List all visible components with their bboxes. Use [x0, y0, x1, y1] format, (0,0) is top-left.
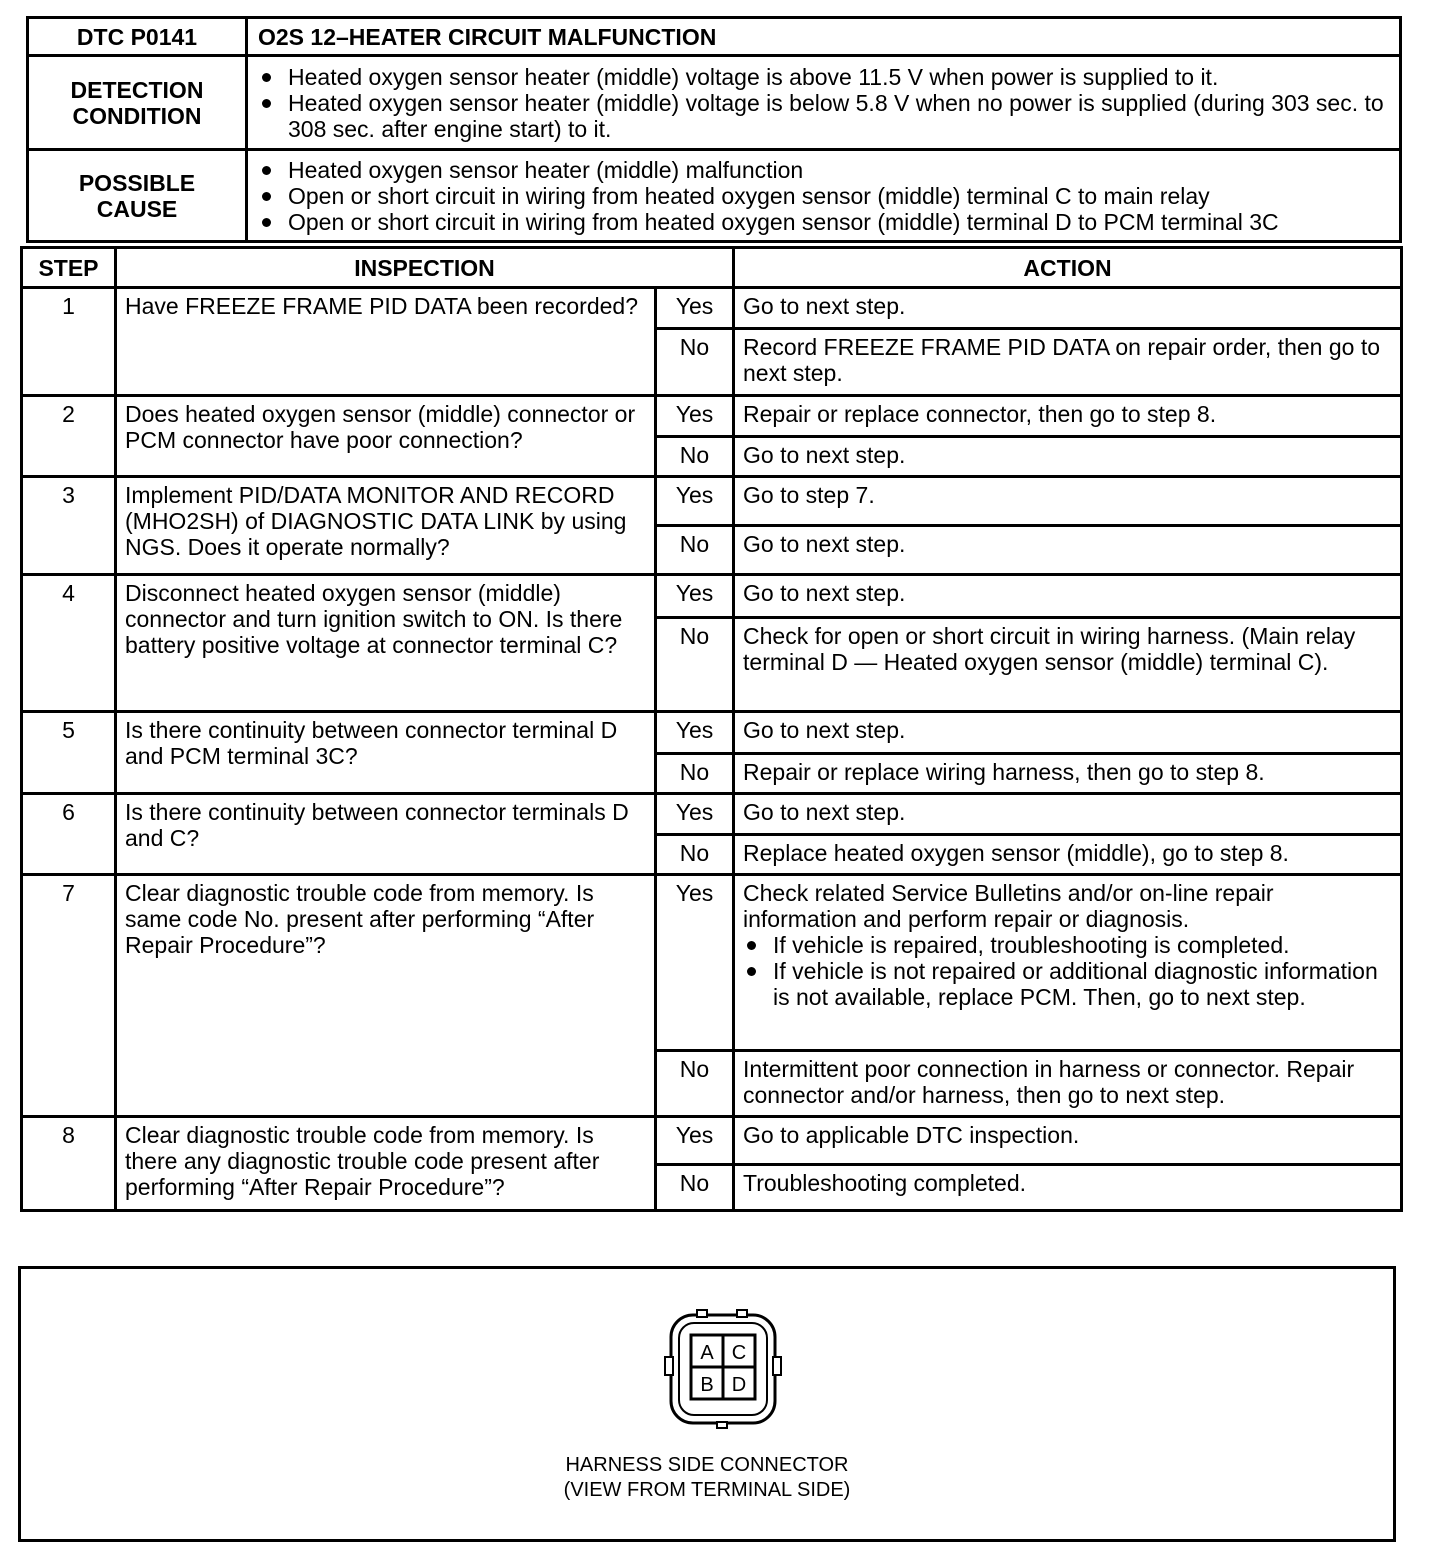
yes-label: Yes: [656, 712, 734, 754]
yes-action: Go to applicable DTC inspection.: [734, 1117, 1402, 1165]
no-action: Intermittent poor connection in harness or connector. Repair connector and/or harness, then go to next step.: [734, 1051, 1402, 1117]
step-inspection: Clear diagnostic trouble code from memory. Is same code No. present after performing “After Repair Procedure”?: [116, 875, 656, 1117]
yes-label: Yes: [656, 396, 734, 437]
dtc-title: O2S 12–HEATER CIRCUIT MALFUNCTION: [247, 18, 1401, 56]
connector-diagram: [661, 1307, 801, 1432]
cause-label-line-2: CAUSE: [96, 195, 178, 222]
no-label: No: [656, 618, 734, 712]
yes-action-bullet: If vehicle is not repaired or additional diagnostic information is not available, replace PCM. Then, go to next step.: [743, 958, 1392, 1010]
connector-latch: [717, 1422, 727, 1428]
step-inspection: Have FREEZE FRAME PID DATA been recorded?: [116, 288, 656, 396]
no-label: No: [656, 329, 734, 396]
no-action: Check for open or short circuit in wiring harness. (Main relay terminal D — Heated oxygen sensor (middle) terminal C).: [734, 618, 1402, 712]
terminal-label: B: [700, 1374, 714, 1396]
step-number: 6: [22, 794, 116, 875]
connector-caption-line-1: HARNESS SIDE CONNECTOR: [565, 1454, 849, 1476]
detection-condition-label: [28, 56, 247, 150]
no-label: No: [656, 1051, 734, 1117]
no-action: Repair or replace wiring harness, then go to step 8.: [734, 754, 1402, 794]
detection-item: Heated oxygen sensor heater (middle) voltage is above 11.5 V when power is supplied to it.: [258, 64, 1391, 90]
possible-cause-label: [28, 150, 247, 242]
yes-label: Yes: [656, 1117, 734, 1165]
detection-item: Heated oxygen sensor heater (middle) voltage is below 5.8 V when no power is supplied (during 303 sec. to 308 sec. after engine start) to it.: [258, 90, 1391, 142]
yes-action: Go to next step.: [734, 794, 1402, 835]
connector-figure: [18, 1266, 1396, 1542]
detection-condition: [247, 56, 1401, 150]
detection-label-line-2: CONDITION: [72, 102, 202, 129]
step-number: 4: [22, 575, 116, 712]
possible-cause: [247, 150, 1401, 242]
yes-action: Go to step 7.: [734, 477, 1402, 526]
step-number: 5: [22, 712, 116, 794]
step-inspection: Implement PID/DATA MONITOR AND RECORD (MHO2SH) of DIAGNOSTIC DATA LINK by using NGS. Does it operate normally?: [116, 477, 656, 575]
no-label: No: [656, 835, 734, 875]
cause-label-line-1: POSSIBLE: [78, 169, 196, 196]
step-number: 7: [22, 875, 116, 1117]
no-action: Go to next step.: [734, 437, 1402, 477]
no-label: No: [656, 437, 734, 477]
dtc-header-table: [26, 16, 1402, 243]
yes-label: Yes: [656, 477, 734, 526]
cause-item: Open or short circuit in wiring from heated oxygen sensor (middle) terminal D to PCM terminal 3C: [258, 209, 1391, 235]
step-inspection: Disconnect heated oxygen sensor (middle) connector and turn ignition switch to ON. Is there battery positive voltage at connector terminal C?: [116, 575, 656, 712]
yes-action: Go to next step.: [734, 575, 1402, 618]
inspection-steps-table: [20, 246, 1403, 1212]
inspection-column-header: INSPECTION: [116, 248, 734, 288]
yes-action: [734, 875, 1402, 1051]
yes-action: Repair or replace connector, then go to step 8.: [734, 396, 1402, 437]
no-action: Troubleshooting completed.: [734, 1165, 1402, 1211]
terminal-label: D: [731, 1374, 747, 1396]
yes-label: Yes: [656, 288, 734, 329]
terminal-label: C: [731, 1342, 747, 1364]
no-label: No: [656, 754, 734, 794]
no-action: Go to next step.: [734, 526, 1402, 575]
step-number: 3: [22, 477, 116, 575]
connector-latch: [697, 1310, 707, 1317]
step-number: 1: [22, 288, 116, 396]
step-column-header: STEP: [22, 248, 116, 288]
dtc-code: DTC P0141: [28, 18, 247, 56]
step-inspection: Does heated oxygen sensor (middle) connector or PCM connector have poor connection?: [116, 396, 656, 477]
terminal-label: A: [700, 1342, 714, 1364]
connector-caption-line-2: (VIEW FROM TERMINAL SIDE): [563, 1479, 851, 1501]
connector-side-tab: [773, 1357, 781, 1375]
connector-latch: [737, 1310, 747, 1317]
step-inspection: Is there continuity between connector terminals D and C?: [116, 794, 656, 875]
yes-action: Go to next step.: [734, 288, 1402, 329]
yes-label: Yes: [656, 575, 734, 618]
connector-side-tab: [665, 1357, 673, 1375]
step-number: 8: [22, 1117, 116, 1211]
yes-action-bullet: If vehicle is repaired, troubleshooting is completed.: [743, 932, 1392, 958]
detection-label-line-1: DETECTION: [70, 76, 204, 103]
no-label: No: [656, 526, 734, 575]
no-label: No: [656, 1165, 734, 1211]
yes-action: Go to next step.: [734, 712, 1402, 754]
yes-label: Yes: [656, 875, 734, 1051]
step-number: 2: [22, 396, 116, 477]
action-column-header: ACTION: [734, 248, 1402, 288]
no-action: Record FREEZE FRAME PID DATA on repair order, then go to next step.: [734, 329, 1402, 396]
cause-item: Heated oxygen sensor heater (middle) malfunction: [258, 157, 1391, 183]
step-inspection: Clear diagnostic trouble code from memory. Is there any diagnostic trouble code present after performing “After Repair Procedure”?: [116, 1117, 656, 1211]
step-inspection: Is there continuity between connector terminal D and PCM terminal 3C?: [116, 712, 656, 794]
no-action: Replace heated oxygen sensor (middle), go to step 8.: [734, 835, 1402, 875]
cause-item: Open or short circuit in wiring from heated oxygen sensor (middle) terminal C to main relay: [258, 183, 1391, 209]
yes-label: Yes: [656, 794, 734, 835]
yes-action-text: Check related Service Bulletins and/or on-line repair information and perform repair or diagnosis.: [743, 880, 1274, 932]
